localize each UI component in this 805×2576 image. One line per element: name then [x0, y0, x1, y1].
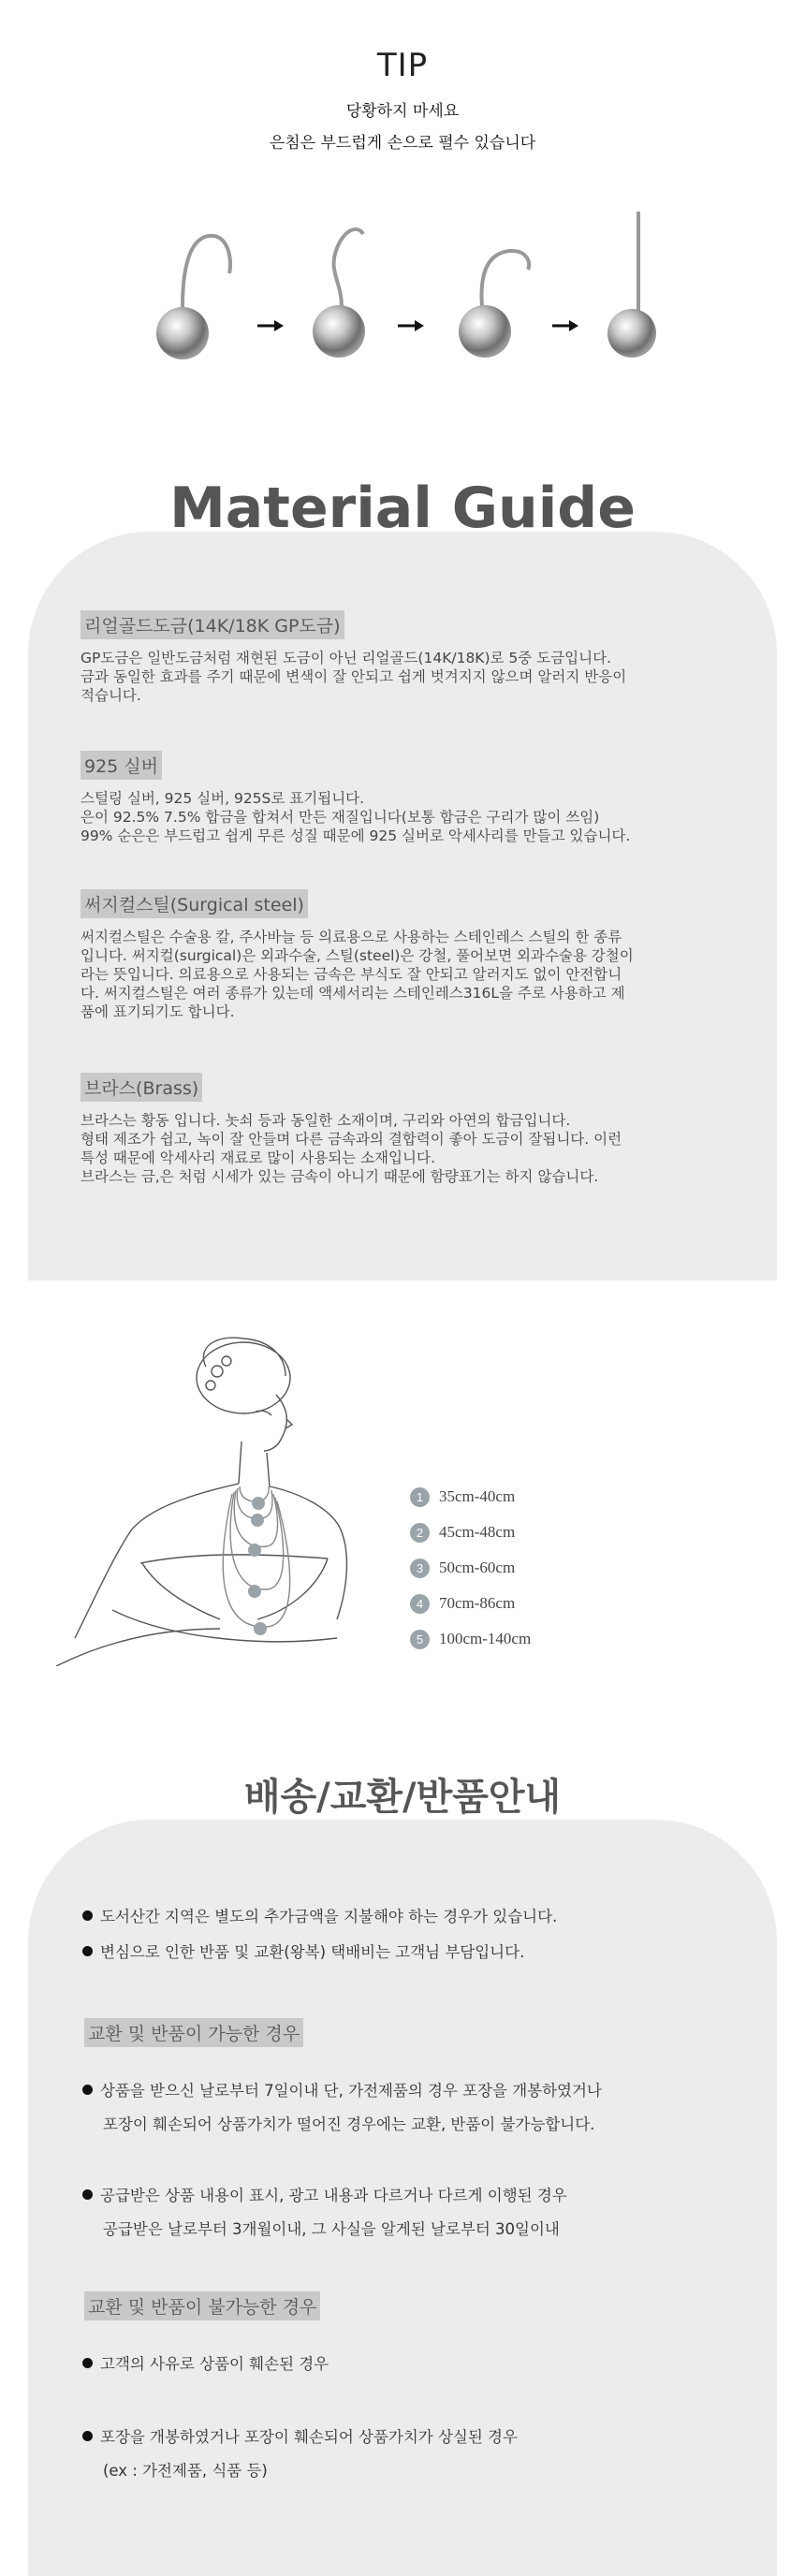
material-section-brass — [80, 1073, 736, 1186]
shipping-note: 변심으로 인한 반품 및 교환(왕복) 택배비는 고객님 부담입니다. — [82, 1939, 524, 1962]
body-line: 입니다. 써지컬(surgical)은 외과수술, 스틸(steel)은 강철, 풀어보면 외과수술용 강철이 — [80, 947, 634, 964]
material-section-gold — [80, 610, 736, 705]
body-line: 브라스는 황동 입니다. 놋쇠 등과 동일한 소재이며, 구리와 아연의 합금입니다. — [80, 1112, 571, 1129]
section-label: 리얼골드도금(14K/18K GP도금) — [80, 610, 344, 639]
tip-description: 은침은 부드럽게 손으로 펼수 있습니다 — [269, 134, 536, 153]
exchange-possible-label: 교환 및 반품이 가능한 경우 — [84, 2018, 303, 2047]
body-line: 적습니다. — [80, 687, 141, 704]
earring-step-1 — [156, 236, 230, 359]
section-label: 브라스(Brass) — [80, 1073, 202, 1102]
exchange-possible-item: 공급받은 상품 내용이 표시, 광고 내용과 다르거나 다르게 이행된 경우 — [82, 2183, 567, 2205]
body-line: 브라스는 금,은 처럼 시세가 있는 금속이 아니기 때문에 함량표기는 하지 않습니다. — [80, 1168, 599, 1185]
body-line: 형태 제조가 쉽고, 녹이 잘 안들며 다른 금속과의 결합력이 좋아 도금이 잘됩니다. 이런 — [80, 1131, 622, 1148]
length-number-badge: 1 — [410, 1487, 430, 1507]
exchange-impossible-item: 포장을 개봉하였거나 포장이 훼손되어 상품가치가 상실된 경우 — [82, 2424, 518, 2447]
arrow-head-icon — [569, 320, 578, 331]
bullet-icon — [82, 1946, 93, 1956]
material-guide-title: Material Guide — [169, 476, 636, 541]
tip-title: TIP — [376, 47, 429, 84]
length-text: 70cm-86cm — [439, 1594, 516, 1612]
length-text: 50cm-60cm — [439, 1559, 516, 1576]
length-text: 45cm-48cm — [439, 1523, 516, 1541]
earring-step-2 — [313, 229, 365, 358]
body-line: 99% 순은은 부드럽고 쉽게 무른 성질 때문에 925 실버로 악세사리를 만들고 있습니다. — [80, 827, 631, 844]
body-line: 스털링 실버, 925 실버, 925S로 표기됩니다. — [80, 790, 365, 807]
length-number-badge: 3 — [410, 1559, 430, 1578]
earring-straightening-illustration — [140, 206, 674, 374]
exchange-possible-item-continued: 공급받은 날로부터 3개월이내, 그 사실을 알게된 날로부터 30일이내 — [103, 2220, 560, 2238]
length-text: 35cm-40cm — [439, 1487, 516, 1505]
shipping-note: 도서산간 지역은 별도의 추가금액을 지불해야 하는 경우가 있습니다. — [82, 1904, 557, 1926]
exchange-possible-item-continued: 포장이 훼손되어 상품가치가 떨어진 경우에는 교환, 반품이 불가능합니다. — [103, 2115, 595, 2133]
body-line: 은이 92.5% 7.5% 합금을 합쳐서 만든 재질입니다(보통 합금은 구리가 많이 쓰임) — [80, 809, 600, 826]
section-label: 925 실버 — [80, 751, 162, 780]
necklace-length-item — [410, 1556, 515, 1580]
earring-step-3 — [459, 251, 529, 358]
necklace-length-item — [410, 1627, 531, 1651]
exchange-impossible-item-continued: (ex : 가전제품, 식품 등) — [103, 2462, 268, 2480]
tip-subtitle: 당황하지 마세요 — [345, 102, 460, 121]
bullet-icon — [82, 2358, 93, 2368]
body-line: 다. 써지컬스틸은 여러 종류가 있는데 액세서리는 스테인레스316L을 주로 사용하고 제 — [80, 985, 625, 1002]
necklace-length-illustration — [56, 1329, 374, 1666]
length-number-badge: 5 — [410, 1630, 430, 1649]
exchange-impossible-label: 교환 및 반품이 불가능한 경우 — [84, 2291, 320, 2320]
exchange-possible-item: 상품을 받으신 날로부터 7일이내 단, 가전제품의 경우 포장을 개봉하였거나 — [82, 2078, 602, 2100]
exchange-impossible-item: 고객의 사유로 상품이 훼손된 경우 — [82, 2351, 329, 2374]
body-line: GP도금은 일반도금처럼 재현된 도금이 아닌 리얼골드(14K/18K)로 5중 도금입니다. — [80, 650, 611, 666]
body-line: 금과 동일한 효과를 주기 때문에 변색이 잘 안되고 쉽게 벗겨지지 않으며 알러지 반응이 — [80, 668, 627, 685]
bullet-icon — [82, 2189, 93, 2200]
necklace-length-item — [410, 1485, 515, 1509]
length-number-badge: 2 — [410, 1523, 430, 1543]
body-line: 라는 뜻입니다. 의료용으로 사용되는 금속은 부식도 잘 안되고 알러지도 없이 안전합니 — [80, 966, 622, 983]
arrow-head-icon — [274, 320, 284, 331]
bullet-icon — [82, 1910, 93, 1921]
shipping-title: 배송/교환/반품안내 — [243, 1776, 562, 1819]
body-line: 품에 표기되기도 합니다. — [80, 1003, 235, 1020]
necklace-length-item — [410, 1591, 515, 1616]
length-text: 100cm-140cm — [439, 1630, 532, 1647]
material-section-silver — [80, 751, 736, 845]
arrow-head-icon — [415, 320, 424, 331]
material-section-surgical-steel — [80, 889, 736, 1021]
length-number-badge: 4 — [410, 1594, 430, 1614]
body-line: 써지컬스틸은 수술용 칼, 주사바늘 등 의료용으로 사용하는 스테인레스 스틸의 한 종류 — [80, 929, 622, 945]
necklace-length-item — [410, 1520, 515, 1544]
body-line: 특성 때문에 악세사리 재료로 많이 사용되는 소재입니다. — [80, 1149, 435, 1166]
bullet-icon — [82, 2431, 93, 2441]
section-label: 써지컬스틸(Surgical steel) — [80, 889, 308, 918]
earring-step-4 — [607, 212, 656, 358]
bullet-icon — [82, 2085, 93, 2095]
